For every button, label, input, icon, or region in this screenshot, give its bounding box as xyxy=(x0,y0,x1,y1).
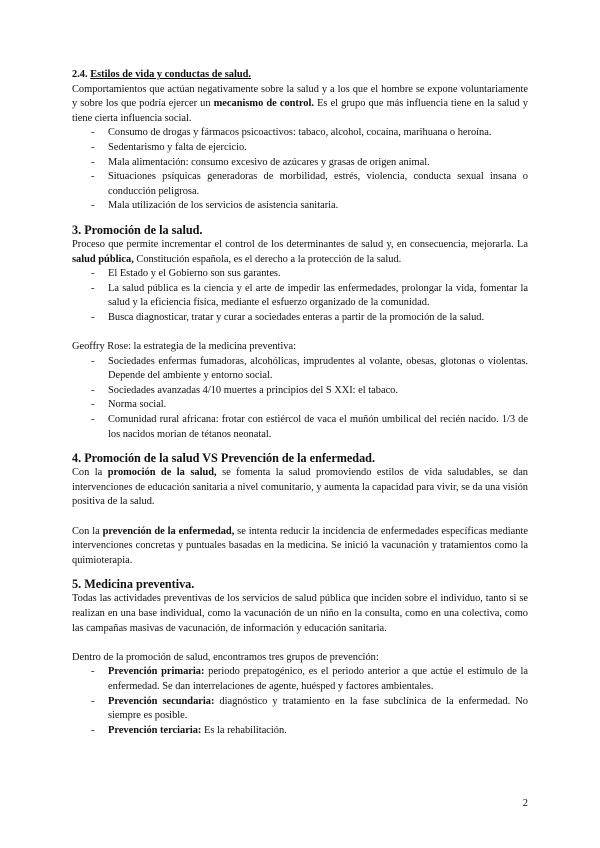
spacer xyxy=(72,326,528,341)
section-5-paragraph-1: Todas las actividades preventivas de los servicios de salud pública que inciden sobre el individuo, tanto si se realizan en una base individual, como la vacunación de un niño en la consulta, como en una colectiva, como las campañas masivas de vacunación, de información y educación sanitaria. xyxy=(72,593,528,634)
prevention-text: Es la rehabilitación. xyxy=(201,724,287,736)
section-2-4-heading xyxy=(72,68,528,83)
paragraph-text: Con la xyxy=(72,467,108,479)
section-3-heading: 3. Promoción de la salud. xyxy=(72,222,203,237)
page-number: 2 xyxy=(522,798,528,809)
list-item xyxy=(72,695,528,724)
section-5-paragraph-2: Dentro de la promoción de salud, encontramos tres grupos de prevención: xyxy=(72,651,379,663)
list-item: - Mala utilización de los servicios de asistencia sanitaria. xyxy=(72,199,528,214)
paragraph-bold-text: promoción de la salud, xyxy=(107,467,217,479)
spacer xyxy=(72,510,528,525)
prevention-text: periodo prepatogénico, es el periodo anterior a que actúe el estímulo de la enfermedad. Se dan interrelaciones de agente, huésped y factores ambientales. xyxy=(108,666,528,692)
section-5-heading: 5. Medicina preventiva. xyxy=(72,577,195,592)
section-3-intro xyxy=(72,238,528,267)
prevention-text: diagnóstico y tratamiento en la fase subclínica de la enfermedad. No siempre es posible. xyxy=(108,695,528,722)
intro-text: Proceso que permite incrementar el control de los determinantes de salud y, en consecuencia, mejorarla. La xyxy=(72,238,528,250)
list-item: - Mala alimentación: consumo excesivo de azúcares y grasas de origen animal. xyxy=(72,156,528,171)
intro-text: Comportamientos que actúan negativamente sobre la salud y a los que el hombre se expone voluntariamente y sobre los que podría ejercer un xyxy=(72,83,528,110)
list-item: - Busca diagnosticar, tratar y curar a sociedades enteras a partir de la promoción de la salud. xyxy=(72,311,528,326)
list-item: - Sedentarismo y falta de ejercicio. xyxy=(72,141,528,156)
lifestyle-list xyxy=(72,126,528,214)
list-item: - El Estado y el Gobierno son sus garantes. xyxy=(72,267,528,282)
section-4-paragraph-1 xyxy=(72,466,528,510)
list-item: - Sociedades enfermas fumadoras, alcohólicas, imprudentes al volante, obesas, glotonas o violentas. Depende del ambiente y entorno social. xyxy=(72,355,528,384)
prevention-term: Prevención terciaria: xyxy=(108,724,202,736)
document-page xyxy=(72,68,528,738)
intro-text: Constitución española, es el derecho a la protección de la salud. xyxy=(133,253,402,265)
prevention-list xyxy=(72,665,528,738)
list-item xyxy=(72,724,528,739)
list-item: - Comunidad rural africana: frotar con estiércol de vaca el muñón umbilical del recién nacido. 1/3 de los nacidos morían de tétanos neonatal. xyxy=(72,413,528,442)
rose-intro: Geoffry Rose: la estrategia de la medicina preventiva: xyxy=(72,341,296,353)
intro-bold-text: salud pública, xyxy=(72,253,134,265)
list-item: - Consumo de drogas y fármacos psicoactivos: tabaco, alcohol, cocaína, marihuana o heroína. xyxy=(72,126,528,141)
public-health-list xyxy=(72,267,528,325)
rose-list xyxy=(72,355,528,443)
paragraph-text: se intenta reducir la incidencia de enfermedades específicas mediante intervenciones concretas y puntuales basadas en la medicina. Se inició la vacunación y tratamientos como la quimioterapia. xyxy=(72,525,528,566)
prevention-term: Prevención secundaria: xyxy=(108,695,215,707)
list-item: - Situaciones psíquicas generadoras de morbilidad, estrés, violencia, conducta sexual insana o conducción peligrosa. xyxy=(72,170,528,199)
section-4-paragraph-2 xyxy=(72,525,528,569)
list-item: - Norma social. xyxy=(72,398,528,413)
paragraph-text: se fomenta la salud promoviendo estilos de vida saludables, se dan intervenciones de educación sanitaria a nivel comunitario, y aumenta la capacidad para vivir, se da una visión positiva de la salud. xyxy=(72,467,528,508)
list-item: - La salud pública es la ciencia y el arte de impedir las enfermedades, prolongar la vida, fomentar la salud y la eficiencia física, mediante el esfuerzo organizado de la comunidad. xyxy=(72,282,528,311)
section-4-heading: 4. Promoción de la salud VS Prevención de la enfermedad. xyxy=(72,451,375,466)
paragraph-bold-text: prevención de la enfermedad, xyxy=(102,525,235,537)
section-2-4-number: 2.4. xyxy=(72,69,88,80)
prevention-term: Prevención primaria: xyxy=(108,666,205,678)
spacer xyxy=(72,636,528,651)
intro-bold-text: mecanismo de control. xyxy=(213,98,314,110)
paragraph-text: Con la xyxy=(72,525,103,537)
list-item xyxy=(72,665,528,694)
section-2-4-title: Estilos de vida y conductas de salud. xyxy=(90,69,252,80)
section-2-4-intro xyxy=(72,83,528,127)
list-item: - Sociedades avanzadas 4/10 muertes a principios del S XXI: el tabaco. xyxy=(72,384,528,399)
intro-text: Es el grupo que más influencia tiene en la salud y tiene cierta influencia social. xyxy=(72,98,528,124)
